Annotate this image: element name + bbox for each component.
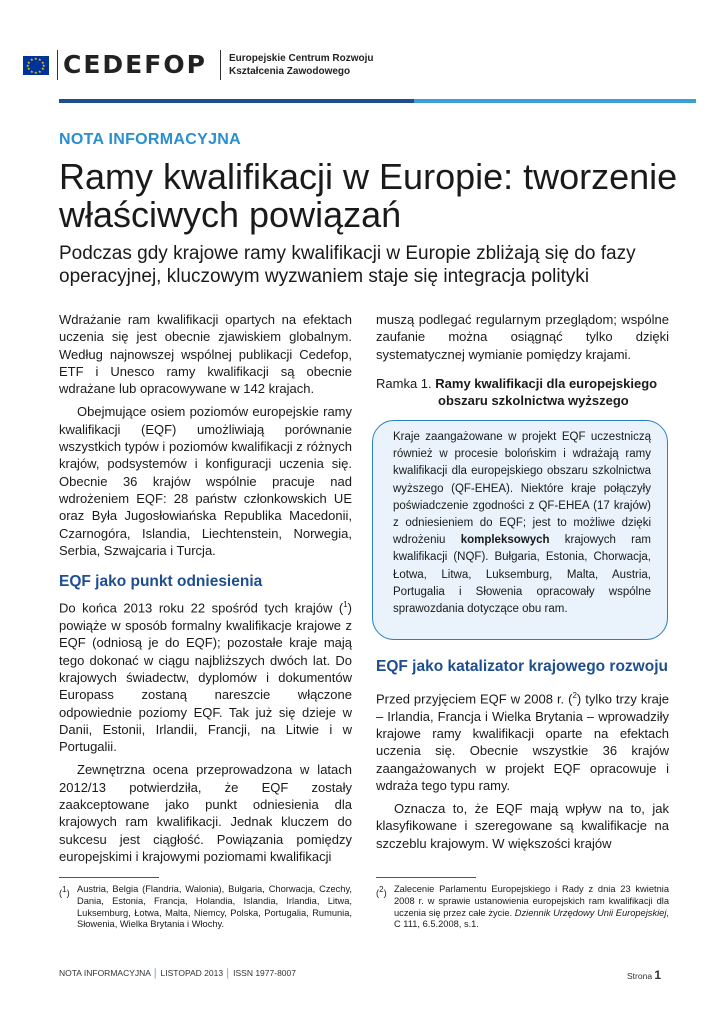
footer-issn: ISSN 1977-8007 xyxy=(233,968,296,978)
header-band-light xyxy=(414,99,696,103)
paragraph: Zewnętrzna ocena przeprowadzona w latach 2012/13 potwierdziła, że EQF zostały zaakceptowane jako punkt odniesienia dla krajowych ram kwalifikacji. Jednak kluczem do sukcesu jest ciągłość. Powiązania pomiędzy europejskimi i krajowymi poziomami kwalifikacji xyxy=(59,762,352,864)
header-separator xyxy=(57,50,58,80)
page-subtitle: Podczas gdy krajowe ramy kwalifikacji w Europie zbliżają się do fazy operacyjnej, kluczowym wyzwaniem staje się integracja polityki xyxy=(59,243,636,287)
header-separator xyxy=(220,50,221,80)
section-heading: EQF jako punkt odniesienia xyxy=(59,573,263,591)
left-column xyxy=(59,311,352,871)
right-column-bottom xyxy=(376,656,669,858)
footnote-separator xyxy=(376,877,476,878)
page-footer: NOTA INFORMACYJNA │ LISTOPAD 2013 │ ISSN 1977-8007 xyxy=(59,968,296,978)
right-column-top xyxy=(376,311,669,369)
organization-name xyxy=(229,52,373,78)
paragraph: muszą podlegać regularnym przeglądom; wspólne zaufanie można osiągnąć tylko dzięki systematycznej wymianie pomiędzy krajami. xyxy=(376,312,669,362)
paragraph: Obejmujące osiem poziomów europejskie ramy kwalifikacji (EQF) umożliwiają porównanie wszystkich typów i poziomów kwalifikacji z różnych krajów, podsystemów i konfiguracji uczenia się. Obecnie 36 krajów wspólnie pracuje nad wdrożeniem EQF: 28 państw członkowskich UE oraz Była Jugosłowiańska Republika Macedonii, Czarnogóra, Islandia, Liechtenstein, Norwegia, Serbia, Szwajcaria i Turcja. xyxy=(59,404,352,558)
section-heading: EQF jako katalizator krajowego rozwoju xyxy=(376,658,668,675)
org-line-2: Kształcenia Zawodowego xyxy=(229,66,351,77)
cedefop-logo: CEDEFOP xyxy=(63,50,207,79)
page-title: Ramy kwalifikacji w Europie: tworzenie właściwych powiązań xyxy=(59,156,678,235)
eu-flag-icon: ★ ★ ★ ★ ★ ★ ★ ★ ★ ★ ★ ★ xyxy=(23,56,49,75)
header-band-dark xyxy=(59,99,414,103)
footnote-separator xyxy=(59,877,159,878)
paragraph: Oznacza to, że EQF mają wpływ na to, jak klasyfikowane i szeregowane są kwalifikacje na szczeblu krajowym. W większości krajów xyxy=(376,801,669,851)
paragraph: Do końca 2013 roku 22 spośród tych krajów ($^1$) powiąże w sposób formalny kwalifikacje krajowe z EQF (odniosą je do EQF); pozostałe kraje mają tego dokonać w ciągu najbliższych dwóch lat. Do krajowych świadectw, dyplomów i dokumentów Europass zostaną nareszcie włączone odpowiednie poziomy EQF. Tak już się dzieje w Danii, Estonii, Irlandii, Francji, na Litwie i w Portugalii. xyxy=(59,600,352,755)
footnote-2: ($^2$) Zalecenie Parlamentu Europejskiego i Rady z dnia 23 kwietnia 2008 r. w sprawie ustanowienia europejskich ram kwalifikacji dla uczenia się przez całe życie. Dziennik Urzędowy Unii Europejskiej, C 111, 6.5.2008, s.1. xyxy=(376,884,669,930)
paragraph: Przed przyjęciem EQF w 2008 r. ($^2$) tylko trzy kraje – Irlandia, Francja i Wielka Brytania – wprowadziły krajowe ramy kwalifikacji oparte na efektach uczenia się. Obecnie wszystkie 36 krajów zaangażowanych w projekt EQF opracowuje i wdraża tego typu ramy. xyxy=(376,691,669,793)
box-caption-label: Ramka 1. xyxy=(376,376,432,391)
footer-series: NOTA INFORMACYJNA xyxy=(59,968,151,978)
box-caption-title-2: obszaru szkolnictwa wyższego xyxy=(438,393,629,408)
footer-date: LISTOPAD 2013 xyxy=(160,968,224,978)
page-number: Strona 1 xyxy=(627,968,662,982)
footnote-1: ($^1$) Austria, Belgia (Flandria, Walonia), Bułgaria, Chorwacja, Czechy, Dania, Estonia, Francja, Holandia, Islandia, Irlandia, Litwa, Luksemburg, Łotwa, Malta, Niemcy, Polska, Portugalia, Rumunia, Słowenia, Wielka Brytania i Włochy. xyxy=(59,884,352,930)
document-type-label: NOTA INFORMACYJNA xyxy=(59,131,241,148)
info-box-text: Kraje zaangażowane w projekt EQF uczestniczą również w procesie bolońskim i wdrażają ramy kwalifikacji dla europejskiego obszaru szkolnictwa wyższego (QF-EHEA). Niektóre kraje połączyły poświadczenie zgodności z QF-EHEA (17 krajów) z odniesieniem do EQF; jest to możliwe dzięki wdrożeniu kompleksowych krajowych ram kwalifikacji (NQF). Bułgaria, Estonia, Chorwacja, Łotwa, Litwa, Luksemburg, Malta, Austria, Portugalia i Słowenia opracowały wspólne sprawozdania dotyczące obu ram. xyxy=(393,431,651,616)
box-caption-title-1: Ramy kwalifikacji dla europejskiego xyxy=(435,376,658,391)
paragraph: Wdrażanie ram kwalifikacji opartych na efektach uczenia się jest obecnie zjawiskiem globalnym. Według najnowszej wspólnej publikacji Cedefop, ETF i Unesco ramy kwalifikacji są obecnie wdrażane lub opracowywane w 142 krajach. xyxy=(59,312,352,397)
footnote-ref[interactable]: 1 xyxy=(343,600,348,610)
footnote-ref[interactable]: 2 xyxy=(572,691,577,700)
org-line-1: Europejskie Centrum Rozwoju xyxy=(229,53,374,64)
box-caption xyxy=(376,375,676,392)
